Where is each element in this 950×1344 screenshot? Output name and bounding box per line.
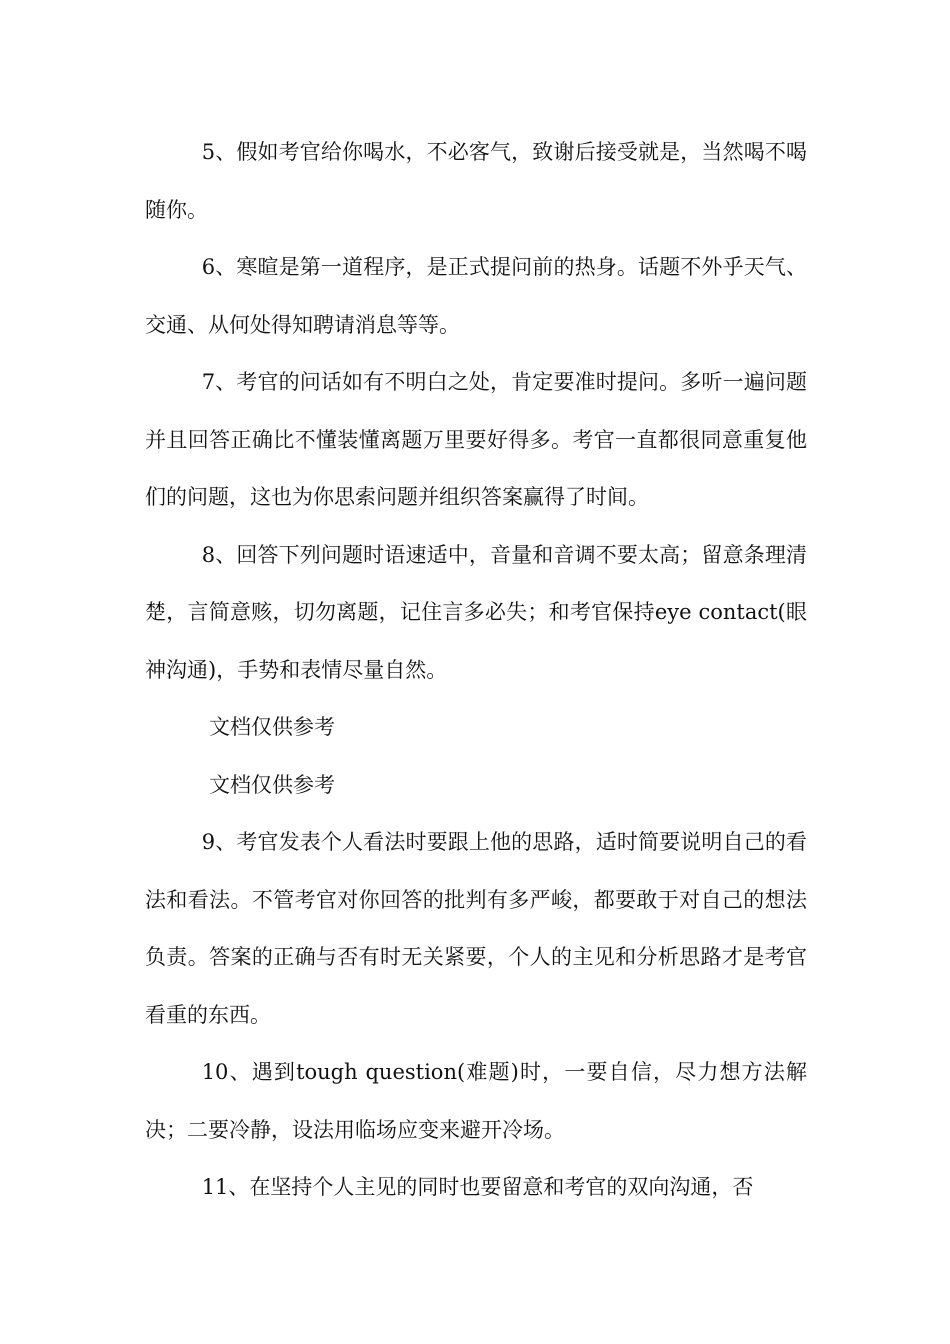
paragraph-6: 6、寒暄是第一道程序，是正式提问前的热身。话题不外乎天气、交通、从何处得知聘请消息等等。 — [145, 255, 807, 337]
paragraph-11: 11、在坚持个人主见的同时也要留意和考官的双向沟通，否 — [201, 1175, 754, 1199]
document-body — [145, 124, 807, 1217]
paragraph-9: 9、考官发表个人看法时要跟上他的思路，适时简要说明自己的看法和看法。不管考官对你回答的批判有多严峻，都要敢于对自己的想法负责。答案的正确与否有时无关紧要，个人的主见和分析思路才是考官看重的东西。 — [145, 830, 807, 1027]
paragraph-5: 5、假如考官给你喝水，不必客气，致谢后接受就是，当然喝不喝随你。 — [145, 140, 807, 222]
reference-note: 文档仅供参考 — [209, 772, 336, 797]
paragraph-10: 10、遇到tough question(难题)时，一要自信，尽力想方法解决；二要冷静，设法用临场应变来避开冷场。 — [145, 1060, 807, 1142]
reference-note: 文档仅供参考 — [209, 715, 336, 739]
paragraph-7: 7、考官的问话如有不明白之处，肯定要准时提问。多听一遍问题并且回答正确比不懂装懂离题万里要好得多。考官一直都很同意重复他们的问题，这也为你思索问题并组织答案赢得了时间。 — [145, 370, 807, 509]
paragraph-8: 8、回答下列问题时语速适中，音量和音调不要太高；留意条理清楚，言简意赅，切勿离题，记住言多必失；和考官保持eye contact(眼神沟通)，手势和表情尽量自然。 — [145, 542, 807, 682]
